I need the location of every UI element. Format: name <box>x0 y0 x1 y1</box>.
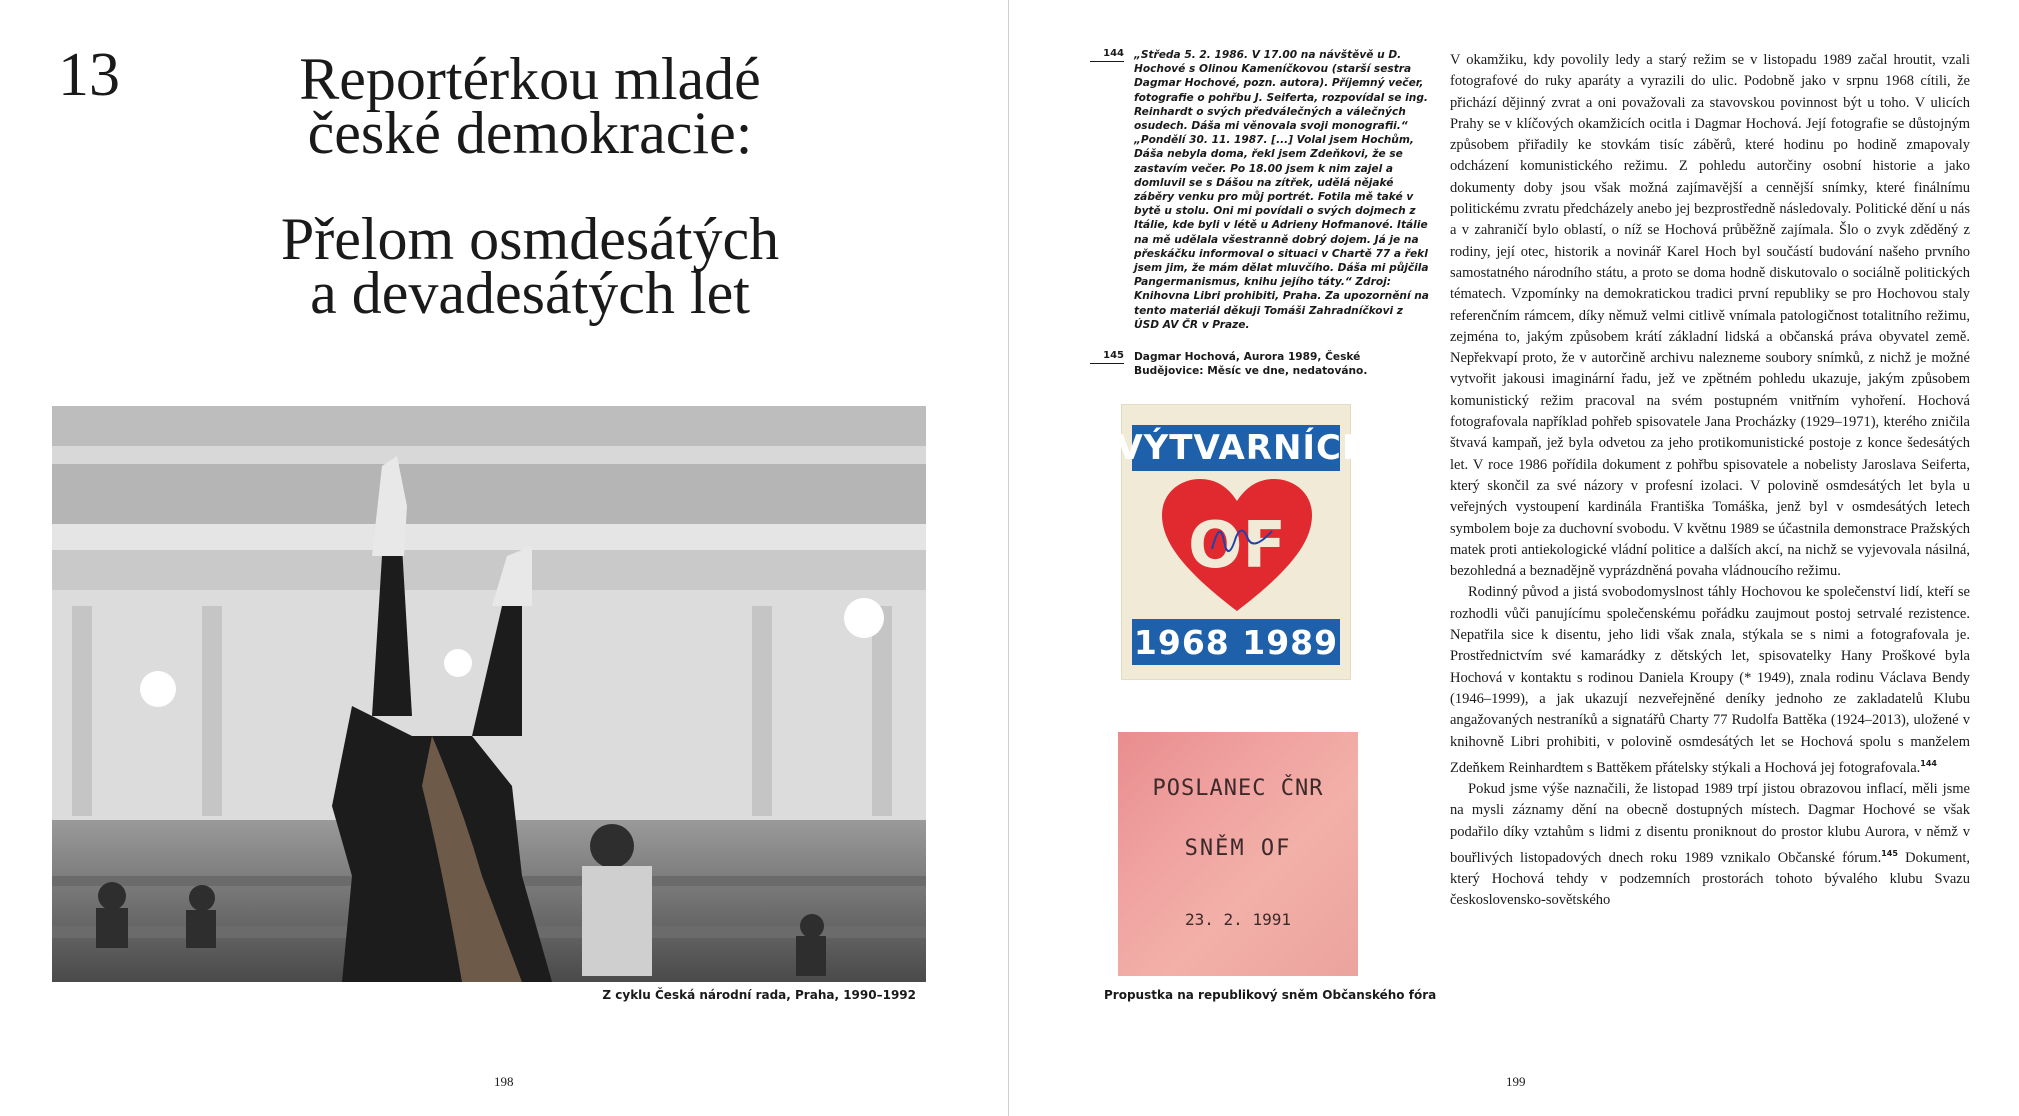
title-line-4: a devadesátých let <box>310 260 750 326</box>
footnote <box>1090 350 1430 378</box>
paragraph-text: Dokument, který Hochová tehdy v podzemních prostorách tohoto bývalého klubu Svazu československo-sovětského <box>1450 849 1970 909</box>
page-number-left: 198 <box>494 1074 514 1089</box>
pass-line-1: POSLANEC ČNR <box>1152 776 1324 801</box>
footnote-number: 145 <box>1090 350 1124 364</box>
footnotes <box>1090 48 1430 396</box>
title-gap <box>190 160 870 212</box>
title-line-2: české demokracie: <box>307 100 753 166</box>
page-number-right: 199 <box>1506 1074 1526 1089</box>
paragraph <box>1450 50 1970 582</box>
heart-icon <box>1162 479 1312 615</box>
title-line-3: Přelom osmdesátých <box>280 206 780 272</box>
pass-date: 23. 2. 1991 <box>1185 910 1291 929</box>
paragraph-text: Pokud jsme výše naznačili, že listopad 1989 trpí jistou obrazovou inflací, měli jsme na mysli záznamy dění na obecně dostupných místech. Dagmar Hochové se však podařilo díky vztahům s lidmi z disentu proniknout do prostor klubu Aurora, v němž v bouřlivých listopadových dnech roku 1989 vznikalo Občanské fórum. <box>1450 780 1970 866</box>
paragraph <box>1450 779 1970 912</box>
badge-center-label: OF <box>1187 509 1287 583</box>
paragraph <box>1450 582 1970 779</box>
footnote <box>1090 48 1430 332</box>
footnote-text: „Středa 5. 2. 1986. V 17.00 na návštěvě u D. Hochové s Olinou Kameníčkovou (starší sestra Dagmar Hochové, pozn. autora). Příjemný večer, fotografie o pohřbu J. Seiferta, rozpovídal se ing. Reinhardt o svých předválečných a válečných osudech. Dáša mi věnovala svoji monografii.“ „Pondělí 30. 11. 1987. [...] Volal jsem Hochům, Dáša nebyla doma, řekl jsem Zdeňkovi, že se zastavím večer. Po 18.00 jsem k nim zajel a domluvil se s Dášou na zítřek, udělá nějaké záběry venku pro můj portrét. Fotila mě také v bytě u stolu. Oni mi povídali o svých dojmech z Itálie, kde byli v létě u Adrieny Hofmanové. Itálie na mě udělala všestranně dobrý dojem. Já je na přeskáčku informoval o situaci v Chartě 77 a řekl jsem jim, že mám dělat mluvčího. Dáša mi půjčila Pangermanismus, knihu jejího táty.“ Zdroj: Knihovna Libri prohibiti, Praha. Za upozornění na tento materiál děkuji Tomáši Zahradníčkovi z ÚSD AV ČR v Praze. <box>1134 49 1429 331</box>
photo-caption: Z cyklu Česká národní rada, Praha, 1990–1992 <box>602 988 916 1002</box>
footnote-ref[interactable]: 145 <box>1881 848 1898 858</box>
footnote-number: 144 <box>1090 48 1124 62</box>
pass-line-2: SNĚM OF <box>1184 836 1292 861</box>
badge-bottom-label: 1968 1989 <box>1132 619 1340 665</box>
left-page <box>0 0 1009 1116</box>
right-page <box>1010 0 2019 1116</box>
photo-parliament-hand-raised-icon <box>52 406 926 982</box>
of-artists-badge <box>1116 405 1356 679</box>
delegate-pass <box>1118 732 1358 976</box>
footnote-text: Dagmar Hochová, Aurora 1989, České Budějovice: Měsíc ve dne, nedatováno. <box>1134 351 1368 378</box>
footnote-ref[interactable]: 144 <box>1920 758 1937 768</box>
pass-caption: Propustka na republikový sněm Občanského fóra <box>1104 988 1437 1002</box>
chapter-title <box>190 46 870 326</box>
badge-top-label: VÝTVARNÍCI <box>1132 425 1340 471</box>
paragraph-text: V okamžiku, kdy povolily ledy a starý režim se v listopadu 1989 začal hroutit, vzali fotografové do ruky aparáty a vyrazili do ulic. Podobně jako v srpnu 1968 cítili, že přichází dějinný zvrat a oni považovali za stavovskou povinnost být u toho. V ulicích Prahy se v klíčových okamžicích ocitla i Dagmar Hochová. Její fotografie se důstojným způsobem přiřadily ke stovkám tisíc záběrů, které hodinu po hodině zmapovaly odcházení komunistického režimu. Z pohledu autorčiny osobní historie a jako dokumenty doby jsou však možná zajímavější a cennější snímky, které finálnímu politickému zvratu předcházely anebo jej bezprostředně následovaly. Politické dění u nás a v zahraničí bylo oblastí, o níž se Hochová průběžně zajímala. Šlo o zvyk zděděný z rodiny, její otec, historik a novinář Karel Hoch byl součástí budování našeho prvního samostatného národního státu, a proto se doma hodně diskutovalo o sociálně politických tématech. Vzpomínky na demokratickou tradici první republiky se pro Hochovou staly referenčním rámcem, díky němuž velmi citlivě vnímala patologičnost totalitního režimu, zejména to, jakým způsobem krátí základní lidská a občanská práva obyvatel země. Nepřekvapí proto, že v autorčině archivu nalezneme soubory snímků, z nichž je možné vytvořit jakousi imaginární řadu, jež ve zpětném pohledu ukazuje, jakým způsobem komunistický režim pracoval na svém postupném vnitřním vyhoření. Hochová fotografovala například pohřeb spisovatele Jana Procházky (1929–1971), kterého zničila štvavá kampaň, jež byla odvetou za jeho protikomunistické postoje z konce šedesátých let. V roce 1986 pořídila dokument z pohřbu spisovatele a nobelisty Jaroslava Seiferta, který skončil za své názory v profesní izolaci. V polovině osmdesátých let byla u veřejných vystoupení kardinála Františka Tomáška, jenž byl v osmdesátých letech symbolem boje za duchovní svobodu. V květnu 1989 se účastnila demonstrace Pražských matek proti antiekologické vládní politice a dalších akcí, na nichž se vyjevovala násilná, bezohledná a beznadějně vyprázdněná povaha vládnoucího režimu. <box>1450 52 1970 580</box>
chapter-number: 13 <box>58 41 120 109</box>
title-line-1: Reportérkou mladé <box>299 46 761 112</box>
body-text <box>1450 50 1970 912</box>
paragraph-text: Rodinný původ a jistá svobodomyslnost táhly Hochovou ke společenství lidí, kteří se rozhodli vůči panujícímu společenskému pořádku zaujmout postoj setrvalé rezistence. Nepatřila sice k disentu, jeho lidi však znala, stýkala se s nimi a fotografovala je. Prostřednictvím své kamarádky z dětských let, spisovatelky Hany Proškové byla Hochová v kontaktu s rodinou Daniela Kroupy (* 1949), znala rodinu Václava Bendy (1946–1999), a jak ukazují nezveřejněné deníky jednoho ze zakladatelů Klubu angažovaných nestraníků a signatářů Charty 77 Rudolfa Battěka (1924–2013), uložené v knihovně Libri prohibiti, v polovině osmdesátých let se Hochová spolu s manželem Zdeňkem Reinhardtem s Battěkem přátelsky stýkali a Hochová jej fotografovala. <box>1450 584 1970 776</box>
parliament-photo <box>52 406 926 982</box>
